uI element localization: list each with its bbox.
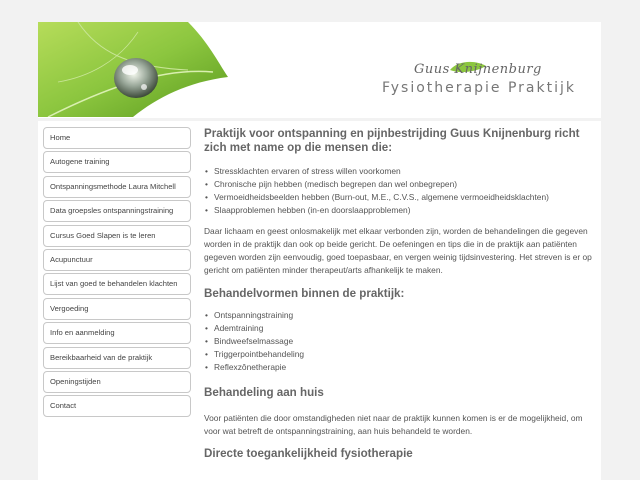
sidebar-item-vergoeding[interactable]: Vergoeding: [43, 298, 191, 320]
treatments-list: [204, 309, 596, 374]
leaf-waterdrop-banner: [38, 22, 228, 117]
aan-huis-paragraph: Voor patiënten die door omstandigheden niet naar de praktijk kunnen komen is er de mogelijkheid, om voor wat betreft de ontspanningstraining, aan huis behandeld te worden.: [204, 412, 583, 436]
sidebar-nav: [43, 127, 191, 420]
sidebar-item-info-aanmelding[interactable]: Info en aanmelding: [43, 322, 191, 344]
list-item: • Chronische pijn hebben (medisch begrepen dan wel onbegrepen): [214, 178, 596, 191]
sidebar-item-klachten[interactable]: Lijst van goed te behandelen klachten: [43, 273, 191, 295]
list-item: • Triggerpointbehandeling: [214, 348, 596, 361]
list-item: • Stressklachten ervaren of stress willen voorkomen: [214, 165, 596, 178]
sidebar-item-contact[interactable]: Contact: [43, 395, 191, 417]
sidebar-item-groepsles[interactable]: Data groepsles ontspanningstraining: [43, 200, 191, 222]
sidebar-item-autogene-training[interactable]: Autogene training: [43, 151, 191, 173]
sidebar-item-acupunctuur[interactable]: Acupunctuur: [43, 249, 191, 271]
sidebar-item-openingstijden[interactable]: Openingstijden: [43, 371, 191, 393]
sidebar-item-home[interactable]: Home: [43, 127, 191, 149]
section-title-aan-huis: Behandeling aan huis: [204, 385, 324, 399]
list-item: • Vermoeidheidsbeelden hebben (Burn-out, M.E., C.V.S., algemene vermoeidheidsklachten): [214, 191, 596, 204]
list-item: • Bindweefselmassage: [214, 335, 596, 348]
section-title-toegankelijkheid: Directe toegankelijkheid fysiotherapie: [204, 447, 413, 461]
header-divider: [38, 118, 601, 121]
intro-list: [204, 165, 596, 217]
section-title-behandelvormen: Behandelvormen binnen de praktijk:: [204, 286, 405, 300]
intro-paragraph: Daar lichaam en geest onlosmakelijk met elkaar verbonden zijn, worden de behandelingen die gegeven worden in de praktijk dan ook op beide gericht. De oefeningen en tips die in de praktijk aan patiënten gegeven worden zijn eenvoudig, goed toepasbaar, en vergen weinig tijdsinvestering. Het streven is er op gericht om patiënten minder therapeut/arts afhankelijk te maken.: [204, 226, 592, 275]
sidebar-item-goed-slapen[interactable]: Cursus Goed Slapen is te leren: [43, 225, 191, 247]
list-item: • Ademtraining: [214, 322, 596, 335]
site-logo[interactable]: [382, 58, 587, 106]
site-header: [38, 22, 601, 117]
logo-subtitle: Fysiotherapie Praktijk: [382, 80, 576, 96]
page-title: Praktijk voor ontspanning en pijnbestrijding Guus Knijnenburg richt zich met name op die mensen die:: [204, 127, 580, 154]
logo-name: Guus Knijnenburg: [414, 62, 542, 77]
main-content: [204, 127, 596, 469]
list-item: • Reflexzônetherapie: [214, 361, 596, 374]
sidebar-item-bereikbaarheid[interactable]: Bereikbaarheid van de praktijk: [43, 347, 191, 369]
list-item: • Slaapproblemen hebben (in-en doorslaapproblemen): [214, 204, 596, 217]
list-item: • Ontspanningstraining: [214, 309, 596, 322]
sidebar-item-laura-mitchell[interactable]: Ontspanningsmethode Laura Mitchell: [43, 176, 191, 198]
